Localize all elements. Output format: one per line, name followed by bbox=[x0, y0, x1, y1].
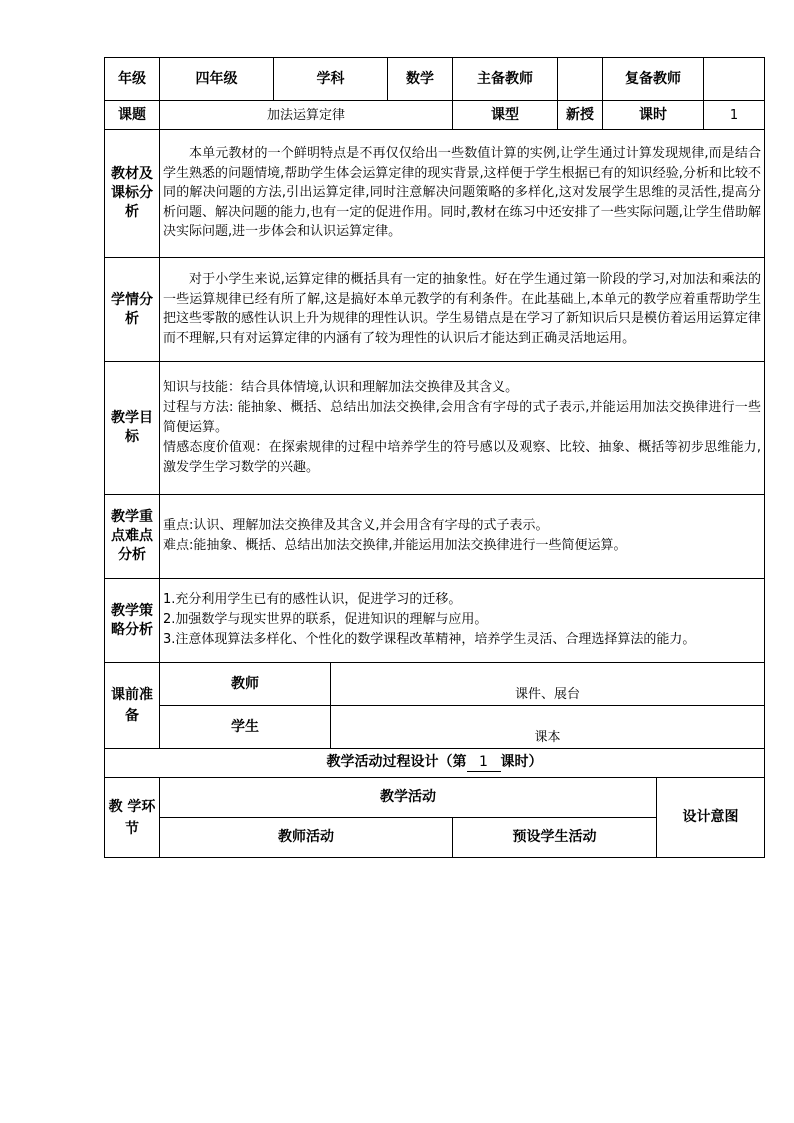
prep-teacher-label: 教师 bbox=[160, 663, 331, 706]
key-points-row bbox=[105, 495, 765, 579]
prep-student-row bbox=[105, 706, 765, 749]
strategy-item-3: 3.注意体现算法多样化、个性化的数学课程改革精神，培养学生灵活、合理选择算法的能力。 bbox=[163, 632, 696, 647]
strategy-label: 教学策略分析 bbox=[105, 579, 160, 663]
lesson-type-label: 课型 bbox=[453, 101, 558, 130]
topic-value: 加法运算定律 bbox=[160, 101, 453, 130]
analysis-label: 教材及课标分析 bbox=[105, 130, 160, 258]
process-title-prefix: 教学活动过程设计（第 bbox=[326, 754, 467, 770]
grade-value: 四年级 bbox=[160, 58, 274, 101]
prep-teacher-row bbox=[105, 663, 765, 706]
teacher-activity-label: 教师活动 bbox=[160, 818, 453, 858]
process-header-row bbox=[105, 778, 765, 818]
difficulty-text: 难点:能抽象、概括、总结出加法交换律,并能运用加法交换律进行一些简便运算。 bbox=[163, 538, 627, 553]
analysis-text: 本单元教材的一个鲜明特点是不再仅仅给出一些数值计算的实例,让学生通过计算发现规律,而是结合学生熟悉的问题情境,帮助学生体会运算定律的现实背景,这样便于学生根据已有的知识经验,分析和比较不同的解决问题的方法,引出运算定律,同时注意解决问题策略的多样化,这对发展学生思维的灵活性,提高分析问题、解决问题的能力,也有一定的促进作用。同时,教材在练习中还安排了一些实际问题,让学生借助解决实际问题,进一步体会和认识运算定律。 bbox=[160, 130, 765, 258]
activity-label: 教学活动 bbox=[160, 778, 657, 818]
process-title-suffix: 课时） bbox=[500, 754, 543, 770]
header-row bbox=[105, 58, 765, 101]
subject-label: 学科 bbox=[274, 58, 388, 101]
key-points-label: 教学重点难点分析 bbox=[105, 495, 160, 579]
learner-row bbox=[105, 258, 765, 362]
topic-row bbox=[105, 101, 765, 130]
process-title-row bbox=[105, 749, 765, 778]
objective-attitude: 情感态度价值观：在探索规律的过程中培养学生的符号感以及观察、比较、抽象、概括等初步思维能力,激发学生学习数学的兴趣。 bbox=[163, 439, 761, 475]
stage-label: 教 学环 节 bbox=[105, 778, 160, 858]
preparation-label: 课前准备 bbox=[105, 663, 160, 749]
key-point-text: 重点:认识、理解加法交换律及其含义,并会用含有字母的式子表示。 bbox=[163, 518, 549, 533]
objectives-cell bbox=[160, 362, 765, 495]
objective-process: 过程与方法: 能抽象、概括、总结出加法交换律,会用含有字母的式子表示,并能运用加法交换律进行一些简便运算。 bbox=[163, 399, 761, 435]
subject-value: 数学 bbox=[388, 58, 453, 101]
learner-text: 对于小学生来说,运算定律的概括具有一定的抽象性。好在学生通过第一阶段的学习,对加法和乘法的一些运算规律已经有所了解,这是搞好本单元教学的有利条件。在此基础上,本单元的教学应着重帮助学生把这些零散的感性认识上升为规律的理性认识。学生易错点是在学习了新知识后只是模仿着运用运算定律而不理解,只有对运算定律的内涵有了较为理性的认识后才能达到正确灵活地运用。 bbox=[160, 258, 765, 362]
grade-label: 年级 bbox=[105, 58, 160, 101]
learner-label: 学情分析 bbox=[105, 258, 160, 362]
prep-student-value: 课本 bbox=[331, 706, 765, 749]
objective-knowledge: 知识与技能：结合具体情境,认识和理解加法交换律及其含义。 bbox=[163, 379, 519, 395]
strategy-item-2: 2.加强数学与现实世界的联系，促进知识的理解与应用。 bbox=[163, 612, 488, 627]
objectives-label: 教学目标 bbox=[105, 362, 160, 495]
co-teacher-value bbox=[704, 58, 765, 101]
lead-teacher-value bbox=[558, 58, 603, 101]
student-activity-label: 预设学生活动 bbox=[453, 818, 657, 858]
strategy-item-1: 1.充分利用学生已有的感性认识，促进学习的迁移。 bbox=[163, 592, 462, 607]
prep-teacher-value: 课件、展台 bbox=[331, 663, 765, 706]
period-label: 课时 bbox=[603, 101, 704, 130]
process-title bbox=[105, 749, 765, 778]
period-value: 1 bbox=[704, 101, 765, 130]
lead-teacher-label: 主备教师 bbox=[453, 58, 558, 101]
strategy-cell bbox=[160, 579, 765, 663]
lesson-type-value: 新授 bbox=[558, 101, 603, 130]
key-points-cell bbox=[160, 495, 765, 579]
objectives-row bbox=[105, 362, 765, 495]
topic-label: 课题 bbox=[105, 101, 160, 130]
prep-student-label: 学生 bbox=[160, 706, 331, 749]
strategy-row bbox=[105, 579, 765, 663]
co-teacher-label: 复备教师 bbox=[603, 58, 704, 101]
intent-label: 设计意图 bbox=[657, 778, 765, 858]
lesson-plan-table bbox=[104, 57, 765, 858]
lesson-plan-page bbox=[104, 57, 764, 858]
analysis-row bbox=[105, 130, 765, 258]
process-period-number: 1 bbox=[467, 754, 501, 772]
